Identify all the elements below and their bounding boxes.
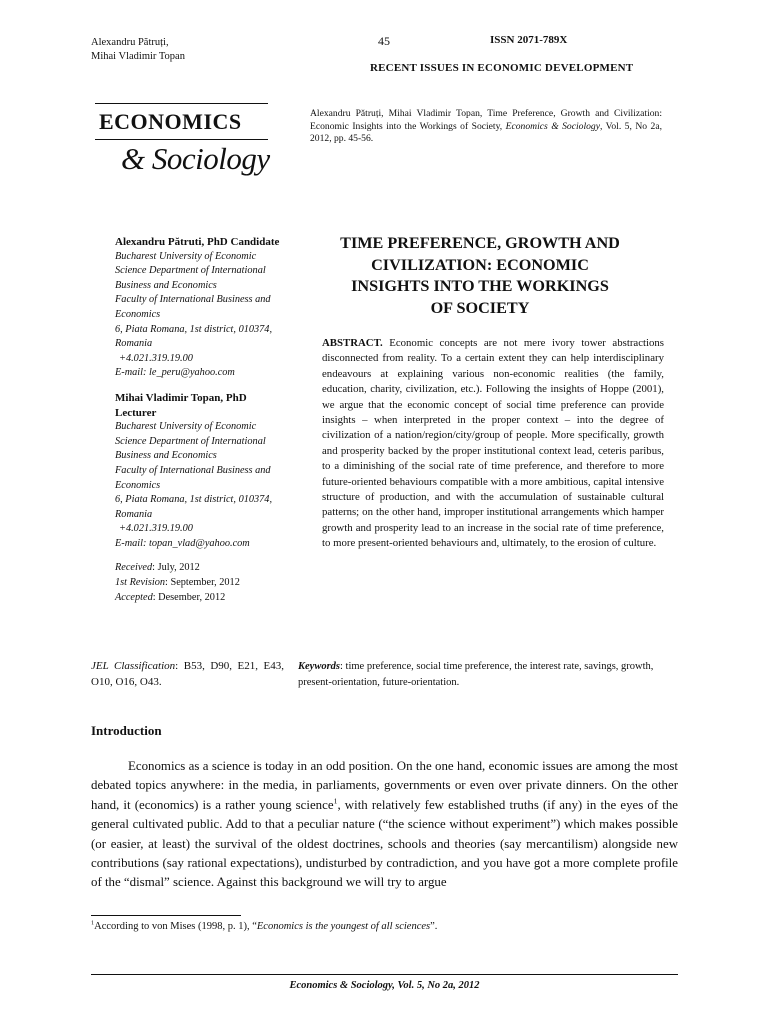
author-1-phone: +4.021.319.19.00 bbox=[119, 352, 193, 364]
footnote: $^1$According to von Mises (1998, p. 1), “Economics is the youngest of all sciences”. bbox=[91, 919, 438, 932]
running-header-authors bbox=[91, 36, 185, 64]
author-1-affiliation: Bucharest University of Economic Science Department of International Business and Economics bbox=[115, 250, 266, 291]
abstract-text: Economic concepts are not mere ivory tower abstractions disconnected from reality. To a certain extent they can help interdisciplinary endeavours at explaining various non-economic realities (the family, education, charity, civilization, etc.). Following the insights of Hoppe (2001), we argue that the economic concept of social time preference can provide insights – when interpreted in the proper context – into the degree of civilization of a nation/region/city/group of people. More specifically, growth and prosperity backed by the proper institutional context lead, ceteris paribus, to a diminishing of the social rate of time preference, and therefore to more future-oriented behaviours compatible with a more ambitious, capital intensive structure of production, and with the accumulation of sustainable cultural patterns; on the other hand, improper institutional arrangements which hamper growth and prosperity lead to an increase in the social rate of time preference, to more present-oriented behaviours and, ultimately, to the erosion of culture. bbox=[322, 337, 664, 550]
jel-classification bbox=[91, 659, 284, 690]
author-1-address: 6, Piata Romana, 1st district, 010374, Romania bbox=[115, 323, 273, 350]
author-2-name: Mihai Vladimir Topan, PhD Lecturer bbox=[115, 391, 247, 419]
title-line: INSIGHTS INTO THE WORKINGS bbox=[351, 277, 609, 295]
citation-details: , Vol. 5, No 2a, 2012, pp. 45-56. bbox=[310, 120, 662, 144]
introduction-paragraph: Economics as a science is today in an odd position. On the one hand, economic issues are among the most debated topics anywhere: in the media, in parliaments, governments or even over private dinners. On the other hand, it (economics) is a rather young science$^1$, with relatively few established truths (if any) in the eyes of the general cultivated public. Add to that a peculiar nature (“the science without experiment”) which makes possible (or easier, at least) the survival of the oldest doctrines, schools and theories (say mercantilism) alongside new contributions (say rational expectations), undisturbed by contradiction, and you have got a more complete profile of the “dismal” science. Against this background we will try to argue bbox=[91, 759, 678, 890]
author-1-name: Alexandru Pătruti, PhD Candidate bbox=[115, 236, 280, 248]
accepted-date: Accepted: Desember, 2012 bbox=[115, 591, 226, 603]
keywords-label: Keywords bbox=[298, 661, 340, 672]
author-1-email[interactable]: E-mail: le_peru@yahoo.com bbox=[115, 367, 235, 379]
keywords bbox=[298, 659, 676, 690]
keywords-text: : time preference, social time preference, the interest rate, savings, growth, present-orientation, future-orientation. bbox=[298, 661, 654, 688]
author-2-email[interactable]: E-mail: topan_vlad@yahoo.com bbox=[115, 537, 250, 549]
footnote-rule bbox=[91, 915, 241, 916]
jel-codes: : B53, D90, E21, E43, O10, O16, O43. bbox=[91, 660, 284, 688]
author-2-affiliation: Bucharest University of Economic Science Department of International Business and Economics bbox=[115, 421, 266, 462]
abstract bbox=[322, 336, 664, 552]
footnote-ref[interactable]: 1 bbox=[333, 796, 338, 806]
jel-label: JEL Classification bbox=[91, 660, 176, 672]
journal-section: RECENT ISSUES IN ECONOMIC DEVELOPMENT bbox=[370, 62, 634, 74]
title-line: OF SOCIETY bbox=[430, 298, 530, 317]
footer-rule bbox=[91, 974, 678, 975]
received-date: Received: July, 2012 bbox=[115, 562, 200, 574]
author-2-faculty: Faculty of International Business and Economics bbox=[115, 464, 271, 491]
logo-bottom-rule bbox=[95, 139, 268, 140]
citation-text: Alexandru Pătruți, Mihai Vladimir Topan, Time Preference, Growth and Civilization: Economic Insights into the Workings of Society, bbox=[310, 108, 662, 132]
author-2-phone: +4.021.319.19.00 bbox=[119, 523, 193, 535]
page-footer: Economics & Sociology, Vol. 5, No 2a, 2012 bbox=[289, 980, 480, 991]
paper-title bbox=[295, 233, 665, 319]
logo-top-rule bbox=[95, 103, 268, 104]
revision-date: 1st Revision: September, 2012 bbox=[115, 577, 240, 589]
logo-word: ECONOMICS bbox=[99, 109, 242, 134]
citation bbox=[310, 108, 662, 146]
issn: ISSN 2071-789X bbox=[490, 34, 568, 46]
header-author-2: Mihai Vladimir Topan bbox=[91, 51, 185, 62]
footnote-number: 1 bbox=[91, 919, 95, 927]
title-line: CIVILIZATION: ECONOMIC bbox=[371, 255, 589, 274]
title-line: TIME PREFERENCE, GROWTH AND bbox=[340, 234, 620, 252]
abstract-label: ABSTRACT. bbox=[322, 337, 383, 349]
journal-logo bbox=[95, 103, 270, 183]
citation-journal: Economics & Sociology bbox=[505, 120, 600, 132]
introduction-heading: Introduction bbox=[91, 723, 162, 738]
page-number: 45 bbox=[378, 34, 390, 48]
header-author-1: Alexandru Pătruți, bbox=[91, 37, 169, 48]
logo-script: & Sociology bbox=[121, 141, 270, 176]
author-info bbox=[115, 235, 288, 605]
author-1-faculty: Faculty of International Business and Economics bbox=[115, 294, 271, 320]
author-2-address: 6, Piata Romana, 1st district, 010374, Romania bbox=[115, 494, 273, 520]
